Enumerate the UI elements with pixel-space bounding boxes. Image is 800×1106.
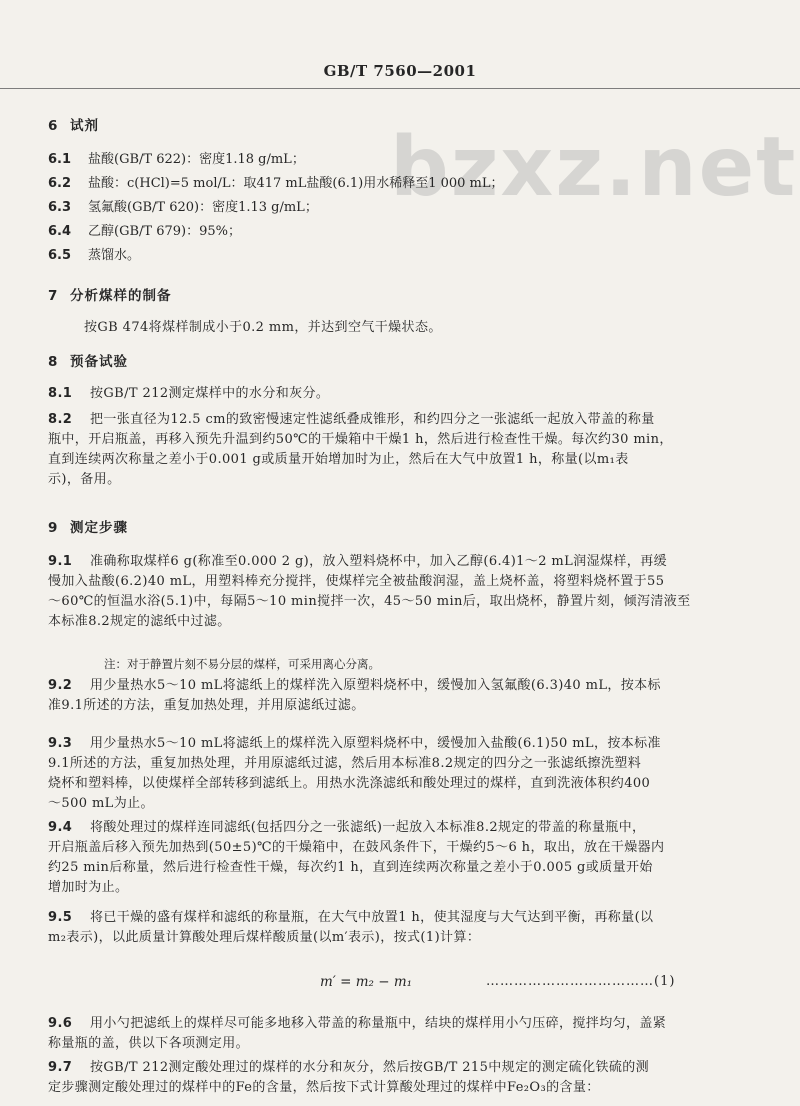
section-7-heading bbox=[48, 286, 760, 306]
watermark: bzxz.net bbox=[390, 120, 798, 215]
paragraph-line: 示)，备用。 bbox=[48, 472, 121, 487]
paragraph-line: 瓶中，开启瓶盖，再移入预先升温到约50℃的干燥箱中干燥1 h，然后进行检查性干燥。每次约30 min， bbox=[48, 432, 673, 447]
paragraph-number: 9.3 bbox=[48, 736, 73, 751]
paragraph-line: 将酸处理过的煤样连同滤纸(包括四分之一张滤纸)一起放入本标准8.2规定的带盖的称量瓶中， bbox=[90, 820, 646, 835]
paragraph-9-5 bbox=[48, 908, 760, 948]
item-number: 6.3 bbox=[48, 200, 72, 215]
paragraph-line: 按GB/T 212测定酸处理过的煤样的水分和灰分，然后按GB/T 215中规定的测定硫化铁硫的测 bbox=[90, 1060, 650, 1075]
paragraph-line: 直到连续两次称量之差小于0.001 g或质量开始增加时为止，然后在大气中放置1 h，称量(以m₁表 bbox=[48, 452, 629, 467]
paragraph-text: 按GB/T 212测定煤样中的水分和灰分。 bbox=[90, 386, 330, 401]
paragraph-number: 8.2 bbox=[48, 412, 73, 427]
paragraph-number: 9.6 bbox=[48, 1016, 73, 1031]
paragraph-line: 增加时为止。 bbox=[48, 880, 129, 895]
paragraph-number: 8.1 bbox=[48, 386, 73, 401]
paragraph-number: 9.7 bbox=[48, 1060, 73, 1075]
section-9-heading bbox=[48, 518, 760, 538]
list-item bbox=[48, 222, 760, 242]
list-item bbox=[48, 246, 760, 266]
section-number: 6 bbox=[48, 118, 59, 134]
paragraph-line: 慢加入盐酸(6.2)40 mL，用塑料棒充分搅拌，使煤样完全被盐酸润湿，盖上烧杯盖，将塑料烧杯置于55 bbox=[48, 574, 665, 589]
section-number: 7 bbox=[48, 288, 59, 304]
paragraph-number: 9.1 bbox=[48, 554, 73, 569]
item-text: 乙醇(GB/T 679)：95%； bbox=[88, 224, 241, 239]
paragraph-9-3 bbox=[48, 734, 760, 814]
item-number: 6.1 bbox=[48, 152, 72, 167]
note: 注：对于静置片刻不易分层的煤样，可采用离心分离。 bbox=[104, 657, 380, 671]
paragraph-number: 9.2 bbox=[48, 678, 73, 693]
section-8-heading bbox=[48, 352, 760, 372]
list-item bbox=[48, 198, 760, 218]
paragraph-line: 准9.1所述的方法，重复加热处理，并用原滤纸过滤。 bbox=[48, 698, 365, 713]
paragraph-line: ～60℃的恒温水浴(5.1)中，每隔5～10 min搅拌一次，45～50 min后，取出烧杯，静置片刻，倾泻清液至 bbox=[48, 594, 691, 609]
paragraph-8-2 bbox=[48, 410, 760, 490]
paragraph-9-2 bbox=[48, 676, 760, 716]
paragraph-line: 本标准8.2规定的滤纸中过滤。 bbox=[48, 614, 231, 629]
page-header: GB/T 7560—2001 bbox=[323, 62, 477, 80]
paragraph-8-1 bbox=[48, 384, 760, 404]
section-number: 9 bbox=[48, 520, 59, 536]
paragraph-line: 烧杯和塑料棒，以使煤样全部转移到滤纸上。用热水洗涤滤纸和酸处理过的煤样，直到洗液体积约400 bbox=[48, 776, 651, 791]
paragraph-number: 9.4 bbox=[48, 820, 73, 835]
paragraph-line: 称量瓶的盖，供以下各项测定用。 bbox=[48, 1036, 250, 1051]
item-text: 盐酸(GB/T 622)：密度1.18 g/mL； bbox=[88, 152, 305, 167]
paragraph-9-1 bbox=[48, 552, 760, 632]
item-text: 蒸馏水。 bbox=[88, 248, 141, 263]
paragraph-line: 定步骤测定酸处理过的煤样中的Fe的含量，然后按下式计算酸处理过的煤样中Fe₂O₃的含量： bbox=[48, 1080, 600, 1095]
paragraph-line: 开启瓶盖后移入预先加热到(50±5)℃的干燥箱中，在鼓风条件下，干燥约5～6 h，取出，放在干燥器内 bbox=[48, 840, 665, 855]
section-6-heading bbox=[48, 116, 760, 136]
formula-number: ………………………………(1) bbox=[486, 974, 676, 989]
paragraph-line: 约25 min后称量，然后进行检查性干燥，每次约1 h，直到连续两次称量之差小于0.005 g或质量开始 bbox=[48, 860, 653, 875]
paragraph-line: 用少量热水5～10 mL将滤纸上的煤样洗入原塑料烧杯中，缓慢加入盐酸(6.1)50 mL，按本标准 bbox=[90, 736, 661, 751]
section-title: 测定步骤 bbox=[70, 520, 128, 536]
item-number: 6.4 bbox=[48, 224, 72, 239]
item-number: 6.2 bbox=[48, 176, 72, 191]
paragraph-line: 把一张直径为12.5 cm的致密慢速定性滤纸叠成锥形，和约四分之一张滤纸一起放入带盖的称量 bbox=[90, 412, 655, 427]
paragraph-line: 用小勺把滤纸上的煤样尽可能多地移入带盖的称量瓶中，结块的煤样用小勺压碎，搅拌均匀，盖紧 bbox=[90, 1016, 667, 1031]
item-text: 盐酸：c(HCl)=5 mol/L：取417 mL盐酸(6.1)用水稀释至1 000 mL； bbox=[88, 176, 504, 191]
section-title: 试剂 bbox=[70, 118, 99, 134]
item-number: 6.5 bbox=[48, 248, 72, 263]
paragraph-line: 将已干燥的盛有煤样和滤纸的称量瓶，在大气中放置1 h，使其湿度与大气达到平衡，再称量(以 bbox=[90, 910, 654, 925]
paragraph-number: 9.5 bbox=[48, 910, 73, 925]
paragraph-9-7 bbox=[48, 1058, 760, 1098]
header-rule bbox=[0, 88, 800, 89]
section-title: 分析煤样的制备 bbox=[70, 288, 172, 304]
paragraph-line: 准确称取煤样6 g(称准至0.000 2 g)，放入塑料烧杯中，加入乙醇(6.4)1～2 mL润湿煤样，再缓 bbox=[90, 554, 667, 569]
section-title: 预备试验 bbox=[70, 354, 128, 370]
formula-expression: m′ = m₂ − m₁ bbox=[320, 974, 413, 990]
paragraph-9-6 bbox=[48, 1014, 760, 1054]
paragraph-line: m₂表示)，以此质量计算酸处理后煤样酸质量(以m′表示)，按式(1)计算： bbox=[48, 930, 481, 945]
paragraph-line: 9.1所述的方法，重复加热处理，并用原滤纸过滤，然后用本标准8.2规定的四分之一张滤纸擦洗塑料 bbox=[48, 756, 642, 771]
paragraph-line: ～500 mL为止。 bbox=[48, 796, 154, 811]
paragraph-line: 用少量热水5～10 mL将滤纸上的煤样洗入原塑料烧杯中，缓慢加入氢氟酸(6.3)40 mL，按本标 bbox=[90, 678, 661, 693]
list-item bbox=[48, 174, 760, 194]
paragraph-9-4 bbox=[48, 818, 760, 898]
section-number: 8 bbox=[48, 354, 59, 370]
list-item bbox=[48, 150, 760, 170]
section-7-body: 按GB 474将煤样制成小于0.2 mm，并达到空气干燥状态。 bbox=[84, 320, 442, 335]
item-text: 氢氟酸(GB/T 620)：密度1.13 g/mL； bbox=[88, 200, 318, 215]
